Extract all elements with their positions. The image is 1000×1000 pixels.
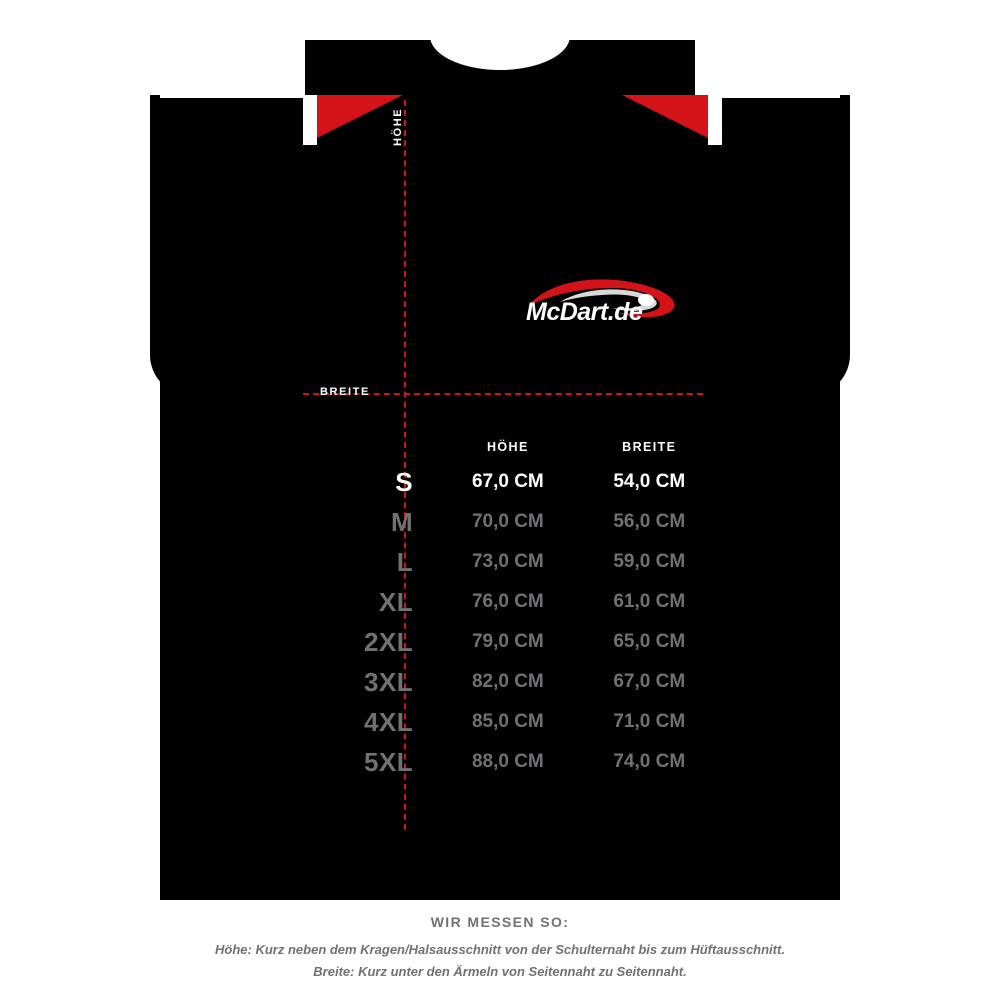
table-row <box>300 662 720 702</box>
row-size: M <box>390 506 414 537</box>
shoulder-cut-right <box>695 40 840 98</box>
brand-logo <box>520 272 700 334</box>
row-size: XL <box>378 586 414 617</box>
header-breite: BREITE <box>622 440 677 454</box>
shirt-left-sleeve-shape <box>150 95 320 395</box>
row-hoehe: 88,0 CM <box>471 751 544 772</box>
table-row <box>300 542 720 582</box>
row-size: L <box>396 546 414 577</box>
row-breite: 65,0 CM <box>613 631 686 652</box>
row-hoehe: 70,0 CM <box>471 511 544 532</box>
table-row <box>300 582 720 622</box>
width-guide-label: BREITE <box>320 386 370 398</box>
notes-line-height: Höhe: Kurz neben dem Kragen/Halsausschnitt von der Schulternaht bis zum Hüftausschnitt. <box>215 942 785 957</box>
notes-line-width: Breite: Kurz unter den Ärmeln von Seitennaht zu Seitennaht. <box>313 964 687 979</box>
row-breite: 54,0 CM <box>613 471 686 492</box>
row-hoehe: 76,0 CM <box>471 591 544 612</box>
header-hoehe: HÖHE <box>486 440 529 454</box>
row-size: S <box>395 466 414 497</box>
table-row <box>300 742 720 782</box>
size-table-header <box>300 432 720 462</box>
row-hoehe: 85,0 CM <box>471 711 544 732</box>
row-breite: 61,0 CM <box>613 591 686 612</box>
row-size: 2XL <box>363 626 414 657</box>
table-row <box>300 622 720 662</box>
row-breite: 67,0 CM <box>613 671 686 692</box>
size-table <box>300 432 720 782</box>
row-size: 5XL <box>363 746 414 777</box>
height-guide-label: HÖHE <box>392 107 404 146</box>
measurement-notes <box>0 914 1000 982</box>
row-hoehe: 73,0 CM <box>471 551 544 572</box>
table-row <box>300 502 720 542</box>
notes-title: WIR MESSEN SO: <box>430 914 570 930</box>
shoulder-flash-right <box>622 95 722 145</box>
row-hoehe: 82,0 CM <box>471 671 544 692</box>
shoulder-cut-left <box>160 40 305 98</box>
row-breite: 56,0 CM <box>613 511 686 532</box>
row-size: 3XL <box>363 666 414 697</box>
table-row <box>300 462 720 502</box>
row-breite: 59,0 CM <box>613 551 686 572</box>
row-size: 4XL <box>363 706 414 737</box>
row-hoehe: 79,0 CM <box>471 631 544 652</box>
brand-logo-text: McDart.de <box>526 298 643 326</box>
table-row <box>300 702 720 742</box>
row-breite: 71,0 CM <box>613 711 686 732</box>
row-breite: 74,0 CM <box>613 751 686 772</box>
shoulder-flash-left <box>303 95 403 145</box>
row-hoehe: 67,0 CM <box>471 471 544 492</box>
